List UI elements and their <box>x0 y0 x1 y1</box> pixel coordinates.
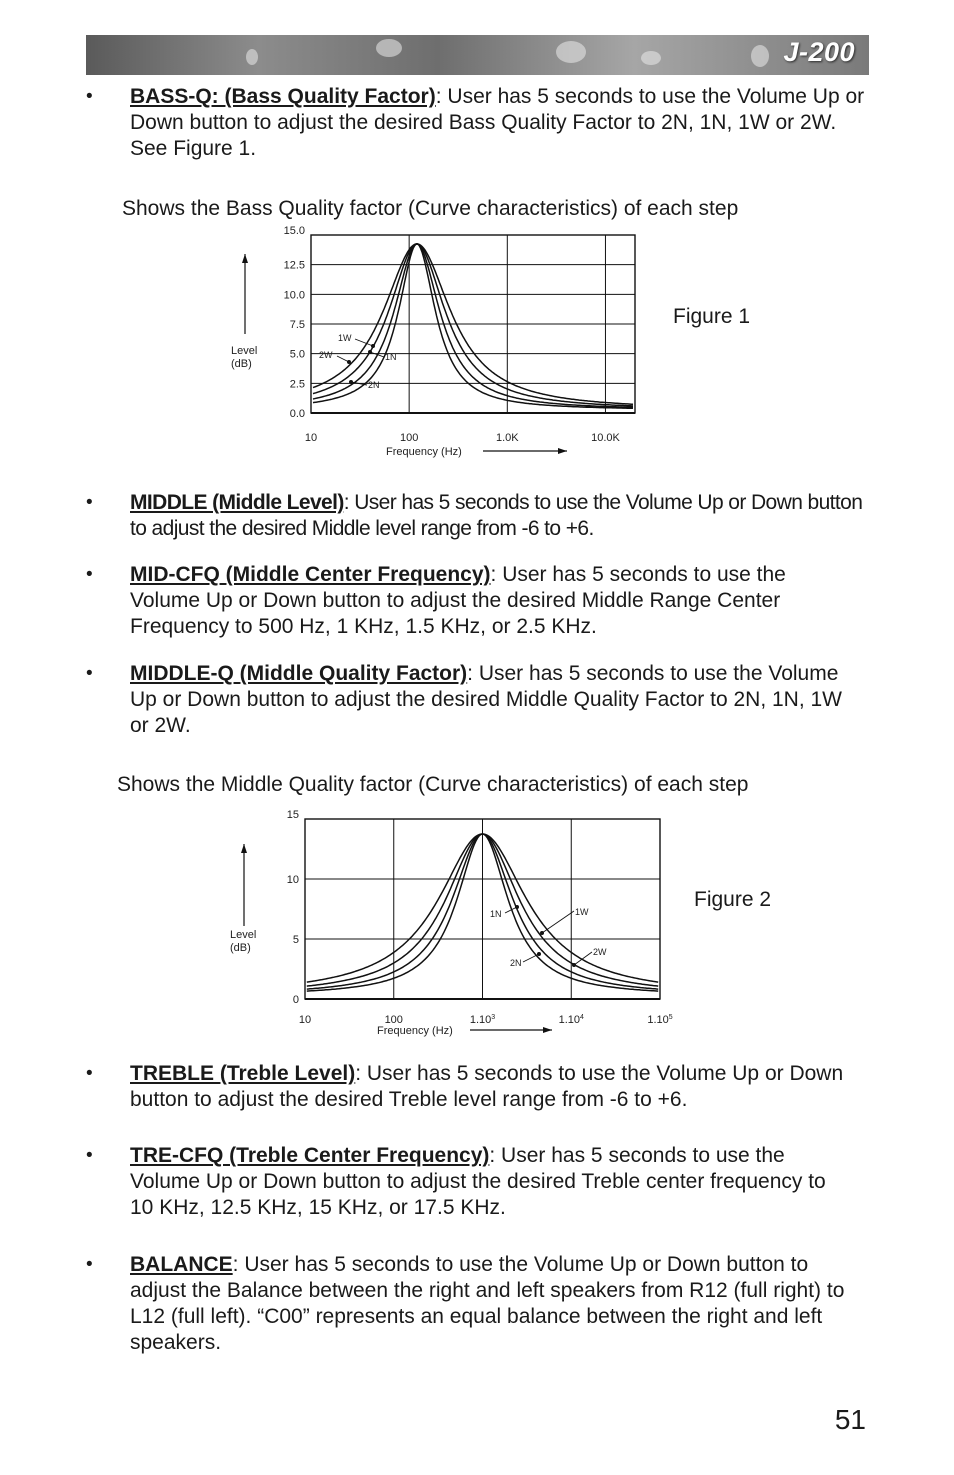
curve-label: 2N <box>510 958 522 968</box>
curve-label: 2W <box>319 350 333 360</box>
decorative-drop <box>641 51 661 65</box>
y-axis-arrowhead <box>241 844 247 853</box>
x-axis-title: Frequency (Hz) <box>386 446 462 458</box>
x-tick-label: 10 <box>304 432 318 444</box>
label-dot <box>540 931 544 935</box>
bullet-text <box>130 84 870 162</box>
curve-label: 2W <box>593 947 607 957</box>
y-tick-label: 10.0 <box>283 289 305 302</box>
bullet-body: : User has 5 seconds to use the Volume Up or Down button to adjust the desired Treble center frequency to 10 KHz, 12.5 KHz, 15 KHz, or 17.5 KHz. <box>130 1144 826 1219</box>
decorative-drop <box>751 45 769 67</box>
bullet-body: : User has 5 seconds to use the Volume Up or Down button to adjust the desired Middle level range from -6 to +6. <box>130 491 863 540</box>
label-dot <box>572 963 576 967</box>
page-number: 51 <box>834 1404 866 1435</box>
bullet-term: MID-CFQ (Middle Center Frequency) <box>130 563 491 586</box>
y-axis-title-unit: (dB) <box>230 942 251 954</box>
y-tick-label: 10 <box>286 874 299 886</box>
figure2-label: Figure 2 <box>694 888 772 911</box>
x-tick-label: 1.10$^5$ <box>647 1014 673 1026</box>
decorative-drop <box>246 49 258 65</box>
bullet-term: MIDDLE-Q (Middle Quality Factor) <box>130 662 468 685</box>
bullet-term: TREBLE (Treble Level) <box>130 1062 356 1085</box>
figure1-caption: Shows the Bass Quality factor (Curve characteristics) of each step <box>122 197 739 220</box>
figure1-chart <box>225 224 620 466</box>
x-axis-title: Frequency (Hz) <box>377 1025 453 1037</box>
x-tick-label: 100 <box>399 432 419 444</box>
y-tick-label: 12.5 <box>283 259 305 272</box>
x-tick-label: 1.10$^4$ <box>558 1014 584 1026</box>
bullet-text <box>130 1252 870 1356</box>
label-leader <box>523 954 539 962</box>
label-leader <box>337 356 349 362</box>
decorative-drop <box>376 39 402 57</box>
bullet-text <box>130 1061 870 1113</box>
y-tick-label: 5 <box>292 934 299 946</box>
x-tick-label: 100 <box>384 1014 403 1026</box>
bullet-term: BALANCE <box>130 1253 233 1276</box>
bullet-body: : User has 5 seconds to use the Volume Up or Down button to adjust the desired Middle Range Center Frequency to 500 Hz, 1 KHz, 1.5 KHz, or 2.5 KHz. <box>130 563 786 638</box>
series-curve-1n <box>313 244 633 407</box>
bullet-text <box>130 661 850 739</box>
header-banner <box>86 35 869 75</box>
figure2-caption: Shows the Middle Quality factor (Curve characteristics) of each step <box>117 773 749 796</box>
label-dot <box>347 360 351 364</box>
x-tick-label: 10 <box>298 1014 312 1026</box>
bullet-body: : User has 5 seconds to use the Volume Up or Down button to adjust the desired Middle Quality Factor to 2N, 1N, 1W or 2W. <box>130 662 843 737</box>
bullet-dot: • <box>86 1063 93 1084</box>
bullet-dot: • <box>86 492 93 513</box>
bullet-dot: • <box>86 1145 93 1166</box>
label-leader <box>355 339 373 346</box>
x-tick-label: 1.0K <box>495 432 519 444</box>
curve-label: 1W <box>338 333 352 343</box>
x-axis-arrowhead <box>543 1027 552 1033</box>
bullet-term: BASS-Q: (Bass Quality Factor) <box>130 85 436 108</box>
curve-label: 1N <box>490 909 502 919</box>
y-axis-arrowhead <box>242 254 248 263</box>
bullet-body: : User has 5 seconds to use the Volume Up or Down button to adjust the desired Bass Quality Factor to 2N, 1N, 1W or 2W. See Figure 1. <box>130 85 865 160</box>
bullet-dot: • <box>86 86 93 107</box>
y-tick-label: 15.0 <box>283 225 305 237</box>
bullet-text <box>130 490 870 542</box>
label-dot <box>515 905 519 909</box>
bullet-text <box>130 562 850 640</box>
curve-label: 1N <box>385 352 397 362</box>
bullet-body: : User has 5 seconds to use the Volume Up or Down button to adjust the desired Treble level range from -6 to +6. <box>130 1062 844 1111</box>
x-axis-arrowhead <box>558 448 567 454</box>
y-axis-title: Level <box>231 345 258 357</box>
y-tick-label: 5.0 <box>289 348 305 361</box>
label-dot <box>537 952 541 956</box>
label-dot <box>368 350 372 354</box>
figure2-chart <box>225 808 685 1040</box>
figure1-label: Figure 1 <box>673 305 751 328</box>
decorative-drop <box>556 41 586 63</box>
label-leader <box>542 911 574 933</box>
label-dot <box>349 380 353 384</box>
y-axis-title-unit: (dB) <box>231 358 252 370</box>
x-tick-label: 1.10$^3$ <box>469 1014 496 1026</box>
bullet-term: TRE-CFQ (Treble Center Frequency) <box>130 1144 490 1167</box>
y-tick-label: 2.5 <box>289 378 305 391</box>
bullet-dot: • <box>86 663 93 684</box>
bullet-body: : User has 5 seconds to use the Volume Up or Down button to adjust the Balance between the right and left speakers from R12 (full right) to L12 (full left). “C00” represents an equal balance between the right and left speakers. <box>130 1253 845 1354</box>
bullet-term: MIDDLE (Middle Level) <box>130 491 344 514</box>
x-tick-label: 10.0K <box>591 432 620 444</box>
model-title: J-200 <box>783 37 855 67</box>
bullet-text <box>130 1143 850 1221</box>
label-dot <box>371 344 375 348</box>
bullet-dot: • <box>86 564 93 585</box>
curve-label: 1W <box>575 907 589 917</box>
series-curve-1w <box>313 244 633 406</box>
y-axis-title: Level <box>230 929 257 941</box>
y-tick-label: 7.5 <box>289 319 305 331</box>
bullet-dot: • <box>86 1254 93 1275</box>
curve-label: 2N <box>368 380 380 390</box>
y-tick-label: 0 <box>292 994 299 1006</box>
y-tick-label: 0.0 <box>289 408 305 420</box>
y-tick-label: 15 <box>286 809 299 821</box>
